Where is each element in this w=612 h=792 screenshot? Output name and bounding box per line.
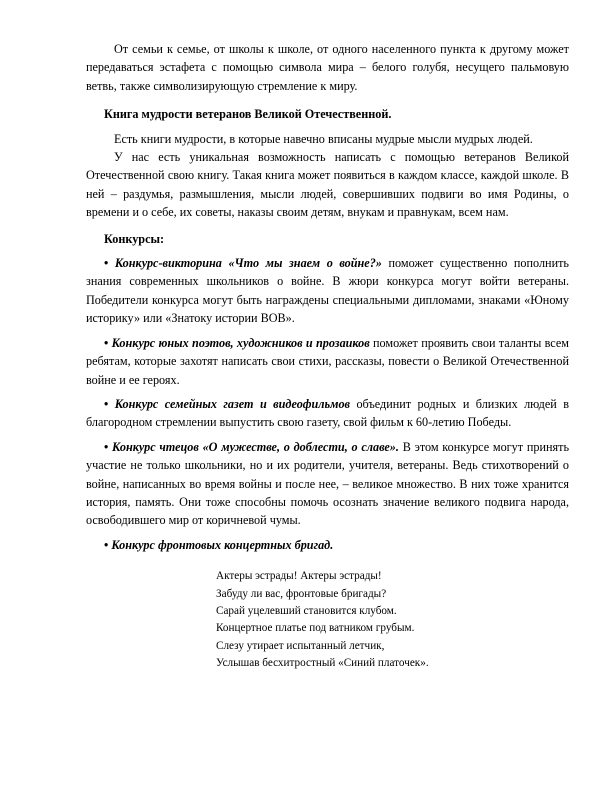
document-page xyxy=(86,40,569,673)
contest-family-newspapers xyxy=(86,395,569,432)
poem-line: Актеры эстрады! Актеры эстрады! xyxy=(216,570,382,583)
contest-title: Конкурс семейных газет и видеофильмов xyxy=(114,396,351,411)
contest-young-poets xyxy=(86,334,569,389)
bullet-symbol: • xyxy=(104,439,109,454)
paragraph-veterans-book: У нас есть уникальная возможность написать с помощью ветеранов Великой Отечественной свою книгу. Такая книга может появиться в каждом классе, каждой школе. В ней – раздумья, размышления, мысли людей, совершивших подвиги во имя Родины, о времени и о себе, их советы, наказы своим детям, внукам и правнукам, всем нам. xyxy=(86,150,569,220)
contest-text: объединит родных и близких людей в благородном стремлении выпустить свою газету, свой фильм к 60-летию Победы. xyxy=(86,396,570,430)
paragraph-dove-relay: От семьи к семье, от школы к школе, от одного населенного пункта к другому может передаваться эстафета с помощью символа мира – белого голубя, несущего пальмовую ветвь, также символизирующую стремление к миру. xyxy=(86,42,569,93)
contest-text: поможет проявить свои таланты всем ребятам, которые захотят написать свои стихи, рассказы, повести о Великой Отечественной войне и ее героях. xyxy=(86,335,569,387)
bullet-symbol: • xyxy=(104,396,109,411)
poem-line: Услышав бесхитростный «Синий платочек». xyxy=(216,657,429,670)
poem-line: Забуду ли вас, фронтовые бригады? xyxy=(216,587,387,600)
contest-frontline-brigades xyxy=(86,536,569,554)
contest-text: поможет существенно пополнить знания современных школьников о войне. В жюри конкурса могут войти ветераны. Победители конкурса могут быть награждены специальными дипломами, знаками «Юному историку» или «Знатоку истории ВОВ». xyxy=(86,256,569,326)
contest-text: В этом конкурсе могут принять участие не только школьники, но и их родители, учителя, ветераны. Ведь стихотворений о войне, написанных во время войны и после нее, – великое множество. В них тоже хранится история, память. Они тоже способны помочь осознать значение великого подвига народа, освободившего мир от коричневой чумы. xyxy=(86,439,570,528)
paragraph-books-of-wisdom: Есть книги мудрости, в которые навечно вписаны мудрые мысли мудрых людей. xyxy=(114,131,533,146)
contest-title: Конкурс юных поэтов, художников и прозаиков xyxy=(111,335,370,350)
bullet-symbol: • xyxy=(104,256,109,271)
contest-quiz xyxy=(86,254,569,328)
contest-title: Конкурс фронтовых концертных бригад. xyxy=(111,537,334,552)
poem-line: Концертное платье под ватником грубым. xyxy=(216,622,415,635)
poem-line: Сарай уцелевший становится клубом. xyxy=(216,604,397,617)
bullet-symbol: • xyxy=(104,335,109,350)
bullet-symbol: • xyxy=(104,537,109,552)
heading-book-of-wisdom: Книга мудрости ветеранов Великой Отечественной. xyxy=(104,107,392,122)
poem-line: Слезу утирает испытанный летчик, xyxy=(216,639,385,652)
contest-title: Конкурс-викторина «Что мы знаем о войне?» xyxy=(114,256,382,271)
poem xyxy=(216,568,569,672)
contest-readers xyxy=(86,438,569,530)
contest-title: Конкурс чтецов «О мужестве, о доблести, о славе». xyxy=(112,439,399,454)
heading-contests: Конкурсы: xyxy=(104,231,165,246)
